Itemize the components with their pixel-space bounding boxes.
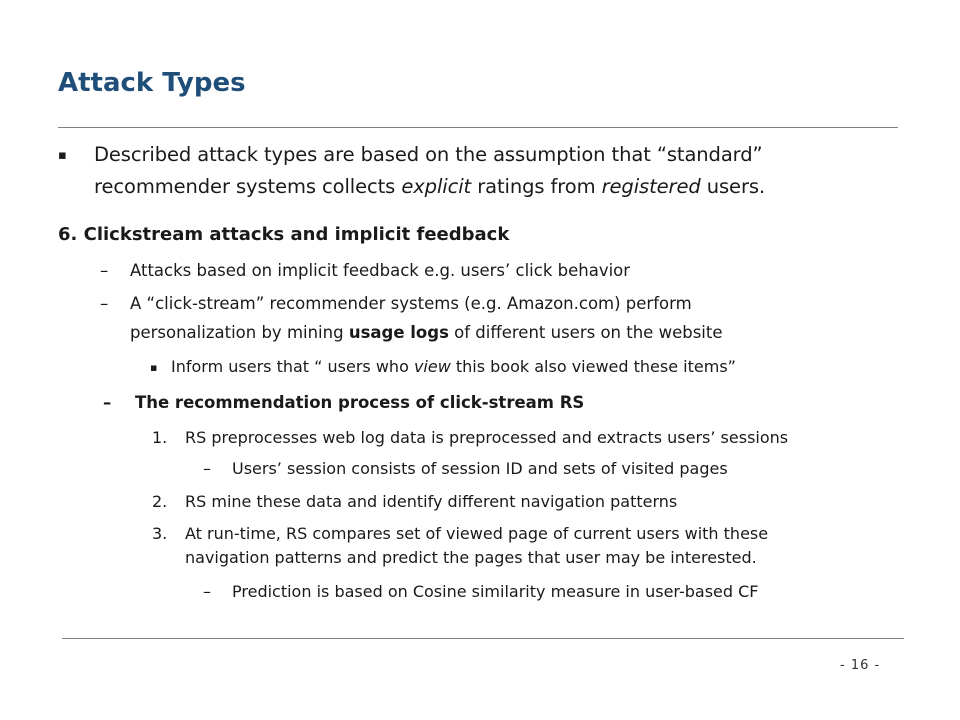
main-bullet-text-2a: recommender systems collects [94, 175, 402, 198]
square-bullet-icon: ▪ [58, 148, 67, 163]
item-inform-users-text [171, 352, 736, 381]
step-3-text-1: At run-time, RS compares set of viewed page of current users with these [185, 524, 769, 543]
item-click-stream-text-2a: personalization by mining [130, 323, 349, 342]
view-italic: view [413, 357, 451, 376]
dash-bullet-icon: – [100, 261, 109, 280]
main-bullet-text-1: Described attack types are based on the assumption that “standard” [94, 143, 763, 166]
section-heading: 6. Clickstream attacks and implicit feedback [58, 224, 510, 245]
item-click-stream-line-2 [130, 318, 723, 347]
step-number: 1. [152, 428, 168, 447]
step-number: 2. [152, 492, 168, 511]
main-bullet-italic-explicit: explicit [401, 175, 472, 198]
dash-bullet-icon: – [203, 582, 211, 601]
main-bullet-italic-registered: registered [601, 175, 701, 198]
main-bullet-line-2 [94, 172, 765, 202]
subnote-session-text: Users’ session consists of session ID and sets of visited pages [232, 459, 728, 478]
inform-text-c: this book also viewed these items” [450, 357, 736, 376]
step-2-text: RS mine these data and identify different navigation patterns [185, 492, 678, 511]
title-divider [58, 127, 898, 128]
usage-logs-bold: usage logs [348, 323, 449, 342]
square-bullet-icon: ▪ [150, 361, 158, 374]
step-3-line-2: navigation patterns and predict the pages that user may be interested. [185, 548, 757, 567]
inform-text-a: Inform users that “ users who [171, 357, 414, 376]
footer-divider [62, 638, 904, 639]
dash-bullet-icon: – [103, 393, 112, 412]
main-bullet-text-2e: users. [700, 175, 766, 198]
dash-bullet-icon: – [100, 294, 109, 313]
dash-bullet-icon: – [203, 459, 211, 478]
main-bullet-text-2c: ratings from [471, 175, 602, 198]
process-heading-text: The recommendation process of click-stream RS [135, 393, 585, 412]
slide-title: Attack Types [58, 68, 246, 98]
item-click-stream-text-2c: of different users on the website [448, 323, 723, 342]
subnote-cosine-text: Prediction is based on Cosine similarity measure in user-based CF [232, 582, 759, 601]
item-click-stream-text-1: A “click-stream” recommender systems (e.g. Amazon.com) perform [130, 294, 692, 313]
step-number: 3. [152, 524, 168, 543]
step-1-text: RS preprocesses web log data is preprocessed and extracts users’ sessions [185, 428, 789, 447]
item-implicit-feedback-text: Attacks based on implicit feedback e.g. users’ click behavior [130, 261, 631, 280]
page-number: - 16 - [840, 658, 881, 673]
